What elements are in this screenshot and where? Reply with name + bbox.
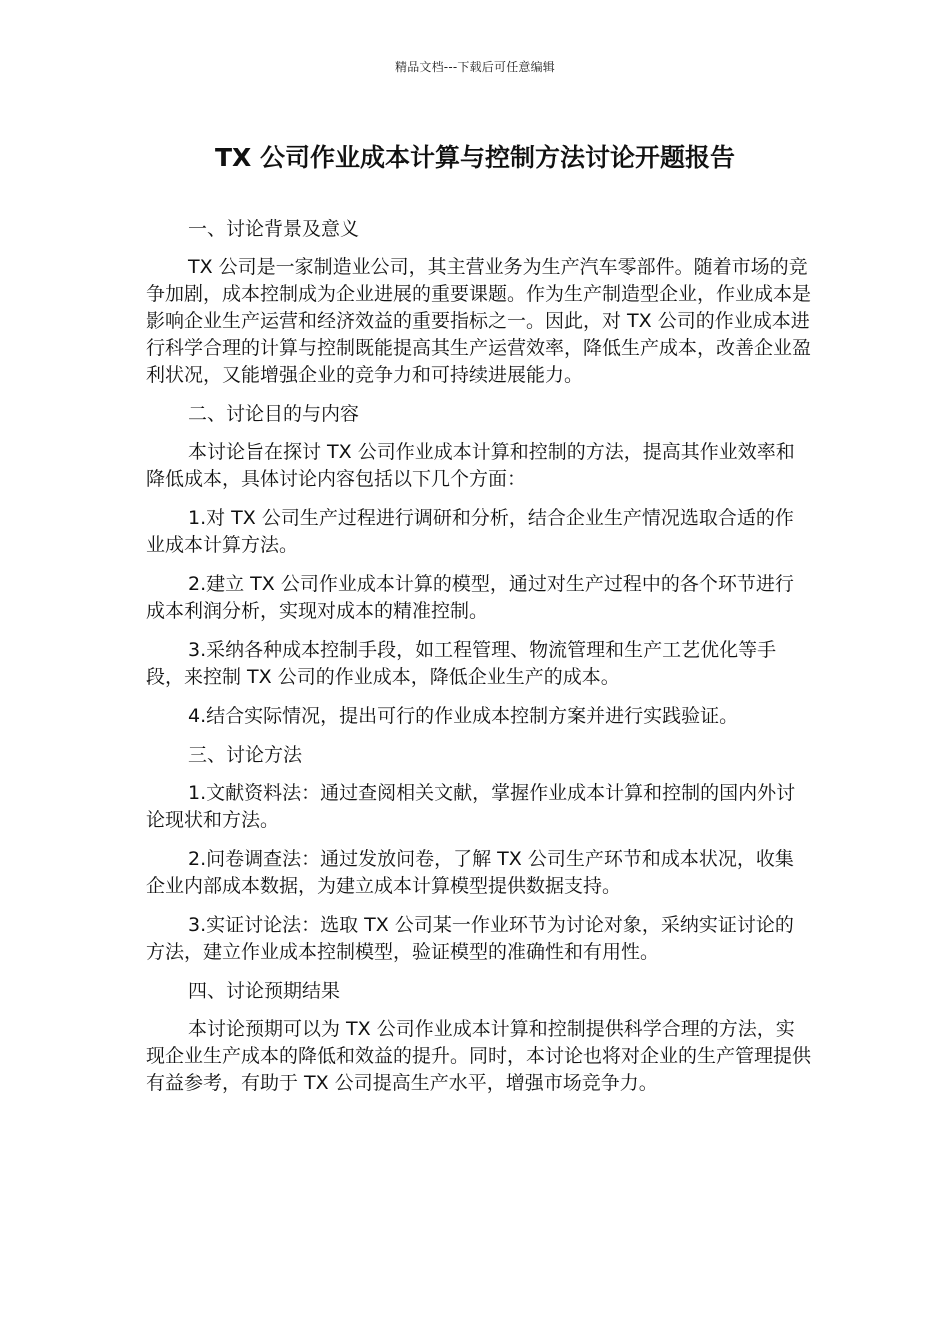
list-item: 4.结合实际情况，提出可行的作业成本控制方案并进行实践验证。 (188, 705, 739, 727)
section-expected-results (146, 978, 811, 1097)
document-body (146, 216, 811, 1109)
list-item: 2.问卷调查法：通过发放问卷，了解 TX 公司生产环节和成本状况，收集企业内部成本数据，为建立成本计算模型提供数据支持。 (146, 848, 794, 897)
list-item: 1.对 TX 公司生产过程进行调研和分析，结合企业生产情况选取合适的作业成本计算方法。 (146, 507, 794, 556)
document-title: TX 公司作业成本计算与控制方法讨论开题报告 (214, 143, 736, 172)
body-paragraph: 本讨论预期可以为 TX 公司作业成本计算和控制提供科学合理的方法，实现企业生产成本的降低和效益的提升。同时，本讨论也将对企业的生产管理提供有益参考，有助于 TX 公司提高生产水平，增强市场竞争力。 (146, 1018, 812, 1094)
section-heading: 二、讨论目的与内容 (188, 403, 360, 425)
list-item: 3.实证讨论法：选取 TX 公司某一作业环节为讨论对象，采纳实证讨论的方法，建立作业成本控制模型，验证模型的准确性和有用性。 (146, 914, 794, 963)
section-heading: 四、讨论预期结果 (188, 980, 341, 1002)
list-item: 1.文献资料法：通过查阅相关文献，掌握作业成本计算和控制的国内外讨论现状和方法。 (146, 782, 796, 831)
section-purpose (146, 401, 811, 730)
list-item: 3.采纳各种成本控制手段，如工程管理、物流管理和生产工艺优化等手段，来控制 TX 公司的作业成本，降低企业生产的成本。 (146, 639, 777, 688)
section-background (146, 216, 811, 389)
body-paragraph: TX 公司是一家制造业公司，其主营业务为生产汽车零部件。随着市场的竞争加剧，成本控制成为企业进展的重要课题。作为生产制造型企业，作业成本是影响企业生产运营和经济效益的重要指标之一。因此，对 TX 公司的作业成本进行科学合理的计算与控制既能提高其生产运营效率，降低生产成本，改善企业盈利状况，又能增强企业的竞争力和可持续进展能力。 (146, 256, 812, 386)
list-item: 2.建立 TX 公司作业成本计算的模型，通过对生产过程中的各个环节进行成本利润分析，实现对成本的精准控制。 (146, 573, 794, 622)
body-paragraph: 本讨论旨在探讨 TX 公司作业成本计算和控制的方法，提高其作业效率和降低成本，具体讨论内容包括以下几个方面： (146, 441, 795, 490)
page-header-watermark: 精品文档---下载后可任意编辑 (395, 60, 555, 74)
section-methods (146, 742, 811, 966)
section-heading: 一、讨论背景及意义 (188, 218, 360, 240)
section-heading: 三、讨论方法 (188, 744, 303, 766)
